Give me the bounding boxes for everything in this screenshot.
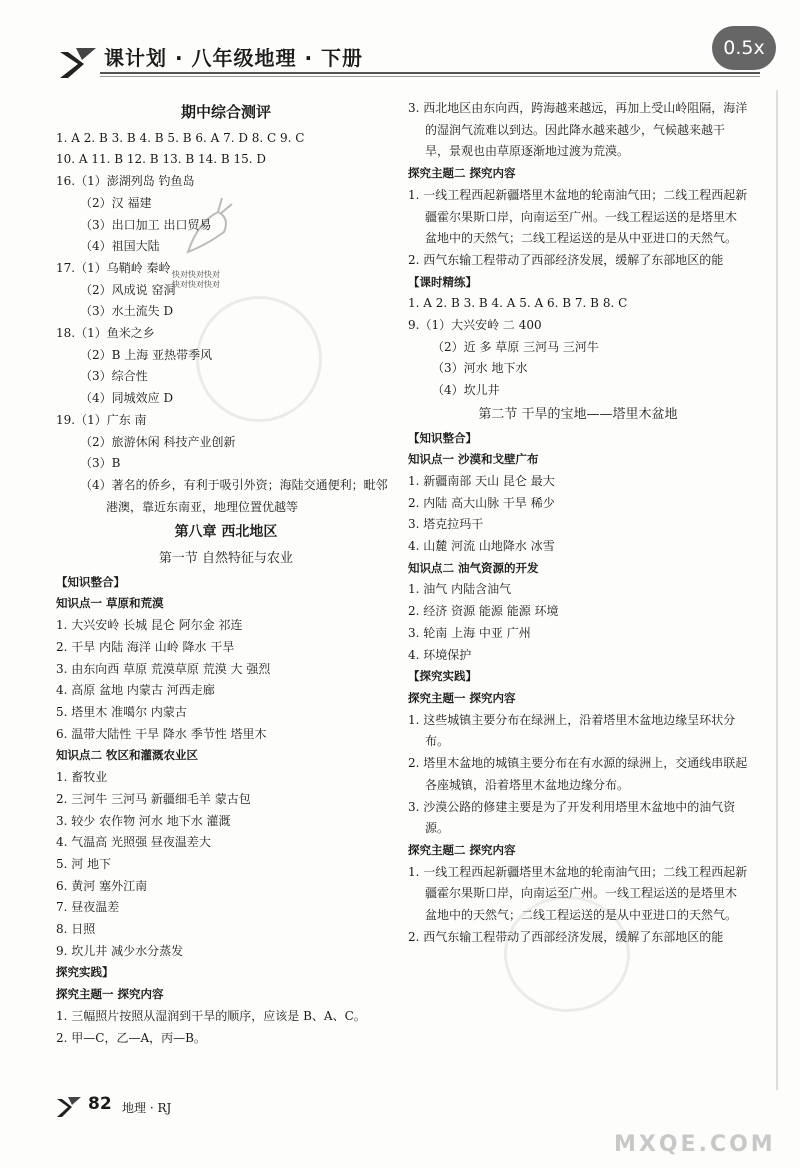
section-heading: 第二节 干旱的宝地——塔里木盆地 <box>478 406 678 422</box>
list-item: 1. 三幅照片按照从湿润到干旱的顺序，应该是 B、A、C。 <box>56 1008 366 1023</box>
section-heading: 第一节 自然特征与农业 <box>158 551 294 567</box>
answer-line: 16.（1）澎湖列岛 钓鱼岛 <box>56 174 195 189</box>
answer-line: 1. A 2. B 3. B 4. A 5. A 6. B 7. B 8. C <box>408 296 628 311</box>
list-item: 4. 山麓 河流 山地降水 冰雪 <box>408 539 555 554</box>
list-item: 3. 由东向西 草原 荒漠草原 荒漠 大 强烈 <box>56 661 271 676</box>
list-item: 5. 河 地下 <box>56 856 112 871</box>
answer-line: （2）汉 福建 <box>80 195 152 210</box>
page-header <box>0 0 800 96</box>
answer-line: （3）综合性 <box>80 369 148 384</box>
knowledge-point-heading: 知识点一 草原和荒漠 <box>56 596 164 611</box>
list-item: 2. 甲—C，乙—A，丙—B。 <box>56 1030 206 1045</box>
list-item: 1. 一线工程西起新疆塔里木盆地的轮南油气田；二线工程西起新疆霍尔果斯口岸，向南运至广州。一线工程运送的是塔里木盆地中的天然气；二线工程运送的是从中亚进口的天然气。 <box>408 187 748 246</box>
answer-line: 17.（1）乌鞘岭 秦岭 <box>56 260 171 275</box>
list-item: 2. 内陆 高大山脉 干旱 稀少 <box>408 495 555 510</box>
list-item: 1. 油气 内陆含油气 <box>408 582 512 597</box>
book-title: 课计划 · 八年级地理 · 下册 <box>104 46 364 70</box>
chapter-title: 第八章 西北地区 <box>174 524 278 541</box>
answer-line: （3）河水 地下水 <box>432 361 528 376</box>
left-column <box>56 98 396 1049</box>
block-header: 【知识整合】 <box>56 574 125 589</box>
brand-arrow-icon <box>58 44 98 84</box>
sticker-line: 快对快对快对 <box>172 280 220 289</box>
answer-line: 1. A 2. B 3. B 4. B 5. B 6. A 7. D 8. C 9. C <box>56 130 305 145</box>
zoom-level-button[interactable]: 0.5x <box>712 26 776 70</box>
answer-line: （4）坎儿井 <box>432 383 500 398</box>
list-item: 4. 气温高 光照强 昼夜温差大 <box>56 835 211 850</box>
page-subject: 地理 · RJ <box>122 1101 172 1115</box>
watermark-text: MXQE.COM <box>614 1132 776 1157</box>
header-rule-thin <box>100 76 760 77</box>
list-item: 5. 塔里木 准噶尔 内蒙古 <box>56 704 187 719</box>
theme-heading: 探究主题一 探究内容 <box>408 690 516 705</box>
knowledge-point-heading: 知识点一 沙漠和戈壁广布 <box>408 452 539 467</box>
list-item: 4. 环境保护 <box>408 647 472 662</box>
list-item: 2. 塔里木盆地的城镇主要分布在有水源的绿洲上，交通线串联起各座城镇，沿着塔里木盆地边缘分布。 <box>408 756 748 792</box>
theme-heading: 探究主题一 探究内容 <box>56 987 164 1002</box>
brand-arrow-icon <box>56 1095 82 1119</box>
list-item: 3. 较少 农作物 河水 地下水 灌溉 <box>56 813 231 828</box>
block-header: 【知识整合】 <box>408 430 477 445</box>
answer-line: 18.（1）鱼米之乡 <box>56 326 155 341</box>
answer-line: 19.（1）广东 南 <box>56 412 147 427</box>
answer-line: 9.（1）大兴安岭 二 400 <box>408 318 542 333</box>
answer-line: （2）风成说 窑洞 <box>80 282 176 297</box>
answer-line: （2）近 多 草原 三河马 三河牛 <box>432 339 599 354</box>
answer-line: （4）祖国大陆 <box>80 239 160 254</box>
list-item: 4. 高原 盆地 内蒙古 河西走廊 <box>56 683 215 698</box>
right-column <box>408 98 748 948</box>
sticker-line: 快对快对快对 <box>172 270 220 279</box>
answer-line: 10. A 11. B 12. B 13. B 14. B 15. D <box>56 152 267 167</box>
list-item: 2. 西气东输工程带动了西部经济发展，缓解了东部地区的能 <box>408 929 724 944</box>
list-item: 8. 日照 <box>56 922 96 937</box>
block-header: 【探究实践】 <box>408 669 477 684</box>
list-item: 1. 畜牧业 <box>56 770 108 785</box>
section-title: 期中综合测评 <box>180 103 271 121</box>
answer-line: （4）著名的侨乡，有利于吸引外资；海陆交通便利；毗邻港澳，靠近东南亚，地理位置优越等 <box>80 477 388 514</box>
list-item: 6. 黄河 塞外江南 <box>56 878 148 893</box>
answer-line: （3）B <box>80 456 121 471</box>
list-item: 2. 经济 资源 能源 能源 环境 <box>408 604 559 619</box>
list-item: 1. 大兴安岭 长城 昆仑 阿尔金 祁连 <box>56 618 243 633</box>
list-item: 3. 塔克拉玛干 <box>408 517 484 532</box>
theme-heading: 探究主题二 探究内容 <box>408 166 516 181</box>
page-number: 82 <box>88 1094 112 1114</box>
block-header: 【课时精练】 <box>408 274 477 289</box>
list-item: 3. 西北地区由东向西，跨海越来越远，再加上受山岭阻隔，海洋的湿润气流难以到达。因此降水越来越少，气候越来越干旱，景观也由草原逐渐地过渡为荒漠。 <box>408 101 748 159</box>
list-item: 3. 沙漠公路的修建主要是为了开发利用塔里木盆地中的油气资源。 <box>408 799 736 836</box>
header-rule <box>100 72 760 74</box>
list-item: 2. 干旱 内陆 海洋 山岭 降水 干旱 <box>56 639 235 654</box>
list-item: 3. 轮南 上海 中亚 广州 <box>408 625 531 640</box>
knowledge-point-heading: 知识点二 油气资源的开发 <box>408 560 539 575</box>
list-item: 1. 这些城镇主要分布在绿洲上，沿着塔里木盆地边缘呈环状分布。 <box>408 712 736 749</box>
list-item: 9. 坎儿井 减少水分蒸发 <box>56 943 184 958</box>
list-item: 2. 西气东输工程带动了西部经济发展，缓解了东部地区的能 <box>408 252 724 267</box>
answer-line: （4）同城效应 D <box>80 391 174 406</box>
answer-line: （2）旅游休闲 科技产业创新 <box>80 434 236 449</box>
page-edge-shadow <box>776 90 778 1090</box>
answer-line: （3）出口加工 出口贸易 <box>80 217 212 232</box>
theme-heading: 探究主题二 探究内容 <box>408 842 516 857</box>
list-item: 6. 温带大陆性 干旱 降水 季节性 塔里木 <box>56 726 267 741</box>
list-item: 1. 一线工程西起新疆塔里木盆地的轮南油气田；二线工程西起新疆霍尔果斯口岸，向南运至广州。一线工程运送的是塔里木盆地中的天然气；二线工程运送的是从中亚进口的天然气。 <box>408 864 748 923</box>
knowledge-point-heading: 知识点二 牧区和灌溉农业区 <box>56 748 199 763</box>
answer-line: （3）水土流失 D <box>80 304 174 319</box>
answer-line: （2）B 上海 亚热带季风 <box>80 347 213 362</box>
list-item: 2. 三河牛 三河马 新疆细毛羊 蒙古包 <box>56 791 251 806</box>
list-item: 1. 新疆南部 天山 昆仑 最大 <box>408 473 555 488</box>
block-header: 探究实践】 <box>56 965 114 980</box>
list-item: 7. 昼夜温差 <box>56 900 120 915</box>
